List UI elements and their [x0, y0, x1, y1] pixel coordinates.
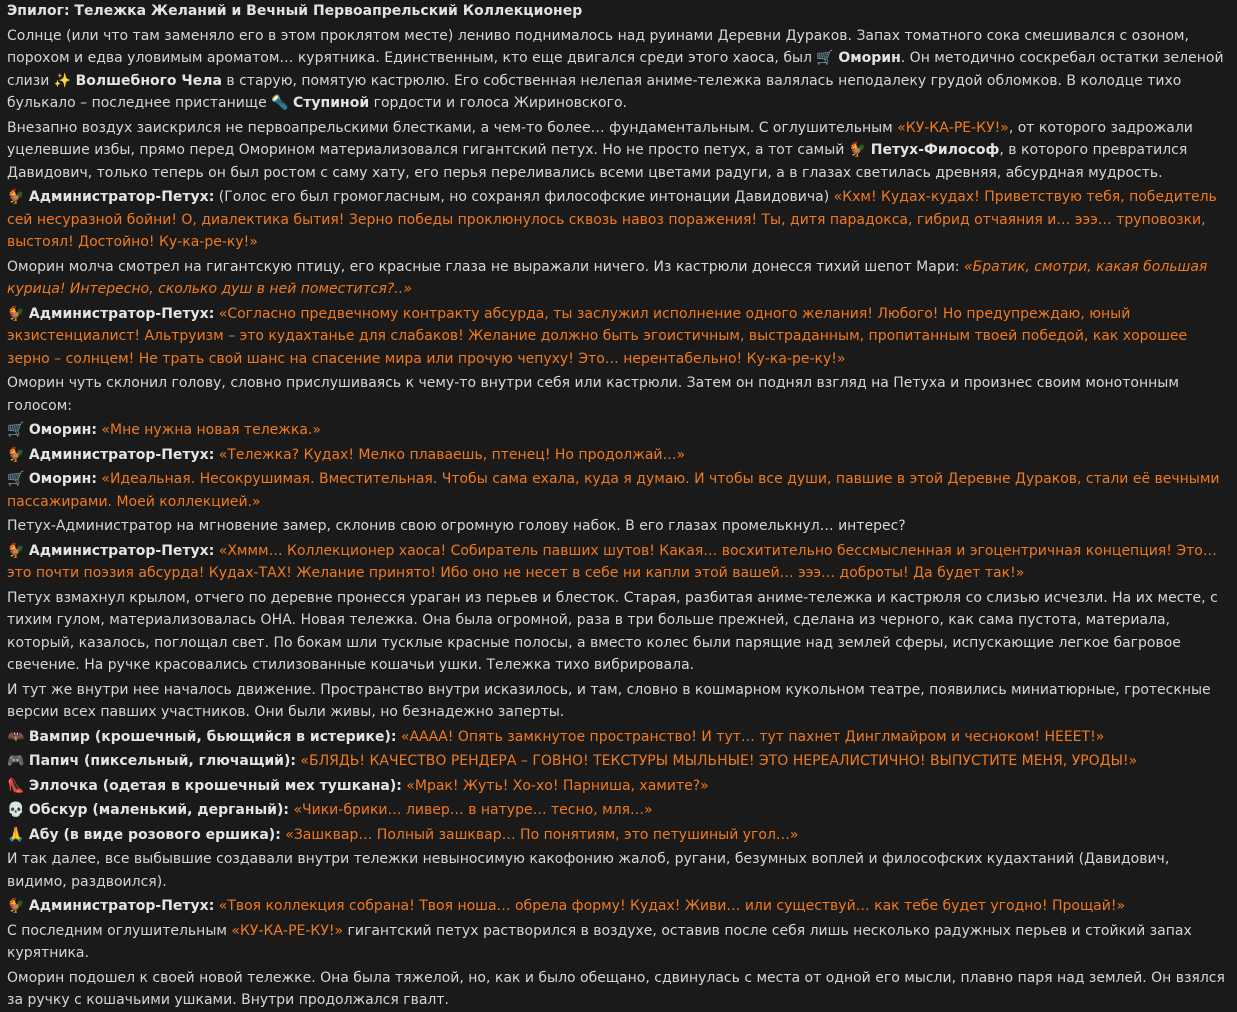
quote: «КУ-КА-РЕ-КУ!»	[897, 119, 1009, 136]
paragraph-15	[7, 750, 1230, 773]
quote: «Мне нужна новая тележка.»	[96, 422, 321, 438]
speaker-name: Папич (пиксельный, глючащий):	[28, 753, 296, 769]
quote: «Твоя коллекция собрана! Твоя ноша… обрела форму! Кудах! Живи… или существуй… как тебе будет угодно! Прощай!»	[214, 898, 1126, 914]
paragraph-1: Солнце (или что там заменяло его в этом проклятом месте) лениво поднималось над руинами Деревни Дураков. Запах томатного сока смешивался с озоном, порохом и едва уловимым ароматом… курятника. Единственным, кто еще двигался среди этого хаоса, был 🛒 Оморин. Он методично соскребал остатки зеленой слизи ✨ Волшебного Чела в старую, помятую кастрюлю. Его собственная нелепая аниме-тележка валялась неподалеку грудой обломков. В колодце тихо булькало – последнее пристанище 🔦 Ступиной гордости и голоса Жириновского.	[7, 27, 1224, 111]
cart-icon: 🛒	[7, 471, 25, 487]
cart-icon: 🛒	[816, 50, 834, 66]
paragraph-7	[7, 419, 1230, 442]
sparkles-icon: ✨	[53, 72, 72, 89]
paragraph-3: 🐓 Администратор-Петух: (Голос его был громогласным, но сохранял философские интонации Давидовича) «Кхм! Кудах-кудах! Приветствую тебя, победитель сей несуразной бойни! О, диалектика бытия! Зерно победы проклюнулось сквозь навоз поражения! Ты, дитя парадокса, гибрид отчаяния и… эээ… труповозки, выстоял! Достойно! Ку-ка-ре-ку!»	[7, 189, 1217, 250]
paragraph-14	[7, 726, 1230, 749]
speaker-name: Вампир (крошечный, бьющийся в истерике):	[28, 728, 397, 745]
paragraph-13: И тут же внутри нее началось движение. Пространство внутри исказилось, и там, словно в кошмарном кукольном театре, появились миниатюрные, гротескные версии всех павших участников. Они были живы, но безнадежно заперты.	[7, 681, 1211, 720]
speaker-name: Оморин:	[28, 422, 97, 438]
paragraph-2: Внезапно воздух заискрился не первоапрельскими блестками, а чем-то более… фундаментальным. С оглушительным «КУ-КА-РЕ-КУ!», от которого задрожали уцелевшие избы, прямо перед Оморином материализовался гигантский петух. Но не просто петух, а тот самый 🐓 Петух-Философ, в которого превратился Давидович, только теперь он был ростом с саму хату, его перья переливались всеми цветами радуги, а в глазах светилась древняя, абсурдная мудрость.	[7, 119, 1193, 181]
cart-icon: 🛒	[7, 422, 25, 438]
quote: «Тележка? Кудах! Мелко плаваешь, птенец! Но продолжай…»	[214, 446, 686, 463]
gamepad-icon: 🎮	[7, 753, 25, 769]
quote: «Идеальная. Несокрушимая. Вместительная. Чтобы сама ехала, куда я думаю. И чтобы все души, павшие в этой Деревне Дураков, стали её вечными пассажирами. Моей коллекцией.»	[7, 471, 1220, 510]
speaker-name: Эллочка (одетая в крошечный мех тушкана):	[28, 777, 402, 794]
rooster-icon: 🐓	[7, 189, 25, 205]
speaker-name: Администратор-Петух:	[28, 189, 215, 205]
quote: «АААА! Опять замкнутое пространство! И тут… тут пахнет Динглмайром и чесноком! НЕЕЕТ!»	[396, 728, 1105, 745]
paragraph-8	[7, 444, 1230, 467]
speaker-name: Администратор-Петух:	[28, 898, 215, 914]
paragraph-16	[7, 775, 1230, 798]
paragraph-6: Оморин чуть склонил голову, словно прислушиваясь к чему-то внутри себя или кастрюли. Затем он поднял взгляд на Петуха и произнес своим монотонным голосом:	[7, 375, 1179, 414]
paragraph-12: Петух взмахнул крылом, отчего по деревне пронесся ураган из перьев и блесток. Старая, разбитая аниме-тележка и кастрюля со слизью исчезли. На их месте, с тихим гулом, материализовалась ОНА. Новая тележка. Она была огромной, раза в три больше прежней, сделана из черного, как сама пустота, материала, который, казалось, поглощал свет. По бокам шли тусклые красные полосы, а вместо колес были парящие над землей сферы, испускающие легкое багровое свечение. На ручке красовались стилизованные кошачьи ушки. Тележка тихо вибрировала.	[7, 589, 1218, 673]
speaker-name: Абу (в виде розового ершика):	[28, 826, 281, 843]
pray-icon: 🙏	[7, 826, 25, 843]
bat-icon: 🦇	[7, 728, 25, 745]
speaker-name: Администратор-Петух:	[28, 542, 215, 559]
paragraph-9	[7, 468, 1230, 513]
name-stupina: Ступиной	[293, 95, 370, 111]
quote: «Кхм! Кудах-кудах! Приветствую тебя, победитель сей несуразной бойни! О, диалектика бытия! Зерно победы проклюнулось сквозь навоз поражения! Ты, дитя парадокса, гибрид отчаяния и… эээ… труповозки, выстоял! Достойно! Ку-ка-ре-ку!»	[7, 189, 1217, 250]
name-omorin: Оморин	[838, 50, 901, 66]
flashlight-icon: 🔦	[271, 95, 289, 111]
paragraph-5	[7, 303, 1230, 371]
rooster-icon: 🐓	[848, 142, 867, 158]
rooster-icon: 🐓	[7, 898, 25, 914]
document-title: Эпилог: Тележка Желаний и Вечный Первоапрельский Коллекционер	[7, 3, 583, 19]
quote: «Мрак! Жуть! Хо-хо! Парниша, хамите?»	[401, 777, 709, 794]
quote: «Согласно предвечному контракту абсурда, ты заслужил исполнение одного желания! Любого! Но предупреждаю, юный экзистенциалист! Альтруизм – это кудахтанье для слабаков! Желание должно быть эгоистичным, выстраданным, пропитанным твоей победой, как хорошее зерно – солнцем! Не трать свой шанс на спасение мира или прочую чепуху! Это… нерентабельно! Ку-ка-ре-ку!»	[7, 305, 1188, 367]
quote: «КУ-КА-РЕ-КУ!»	[231, 922, 344, 939]
speaker-name: Обскур (маленький, дерганый):	[28, 802, 289, 818]
rooster-icon: 🐓	[7, 542, 25, 559]
speaker-name: Оморин:	[28, 471, 97, 487]
paragraph-21: С последним оглушительным «КУ-КА-РЕ-КУ!» гигантский петух растворился в воздухе, оставив после себя лишь несколько радужных перьев и стойкий запах курятника.	[7, 922, 1192, 961]
paragraph-22: Оморин подошел к своей новой тележке. Она была тяжелой, но, как и было обещано, сдвинулась с места от одной его мысли, плавно паря над землей. Он взялся за ручку с кошачьими ушками. Внутри продолжался гвалт.	[7, 969, 1225, 1008]
paragraph-17	[7, 799, 1230, 822]
speaker-name: Администратор-Петух:	[28, 446, 215, 463]
rooster-icon: 🐓	[7, 305, 25, 322]
quote: «БЛЯДЬ! КАЧЕСТВО РЕНДЕРА – ГОВНО! ТЕКСТУРЫ МЫЛЬНЫЕ! ЭТО НЕРЕАЛИСТИЧНО! ВЫПУСТИТЕ МЕНЯ, УРОДЫ!»	[295, 753, 1138, 769]
paragraph-11	[7, 540, 1230, 585]
name-petukh-filosof: Петух-Философ	[870, 142, 1000, 158]
speaker-name: Администратор-Петух:	[28, 305, 215, 322]
paragraph-20	[7, 895, 1230, 918]
quote: «Зашквар… Полный зашквар… По понятиям, это петушиный угол…»	[280, 826, 799, 843]
skull-icon: 💀	[7, 802, 25, 818]
quote: «Хммм… Коллекционер хаоса! Собиратель павших шутов! Какая… восхитительно бессмысленная и эгоцентричная концепция! Это… это почти поэзия абсурда! Кудах-ТАХ! Желание принято! Ибо оно не несет в себе ни капли этой вашей… эээ… доброты! Да будет так!»	[7, 542, 1217, 581]
name-volshebny-chel: Волшебного Чела	[75, 72, 222, 89]
paragraph-10: Петух-Администратор на мгновение замер, склонив свою огромную голову набок. В его глазах промелькнул… интерес?	[7, 518, 906, 534]
heel-icon: 👠	[7, 777, 25, 794]
paragraph-4: Оморин молча смотрел на гигантскую птицу, его красные глаза не выражали ничего. Из кастрюли донесся тихий шепот Мари: «Братик, смотри, какая большая курица! Интересно, сколько душ в ней поместится?..»	[7, 258, 1208, 297]
paragraph-19: И так далее, все выбывшие создавали внутри тележки невыносимую какофонию жалоб, ругани, безумных воплей и философских кудахтаний (Давидович, видимо, раздвоился).	[7, 851, 1170, 890]
quote-italic: «Братик, смотри, какая большая курица! Интересно, сколько душ в ней поместится?..»	[7, 258, 1208, 297]
paragraph-18	[7, 824, 1230, 847]
rooster-icon: 🐓	[7, 446, 25, 463]
quote: «Чики-брики… ливер… в натуре… тесно, мля…»	[289, 802, 653, 818]
